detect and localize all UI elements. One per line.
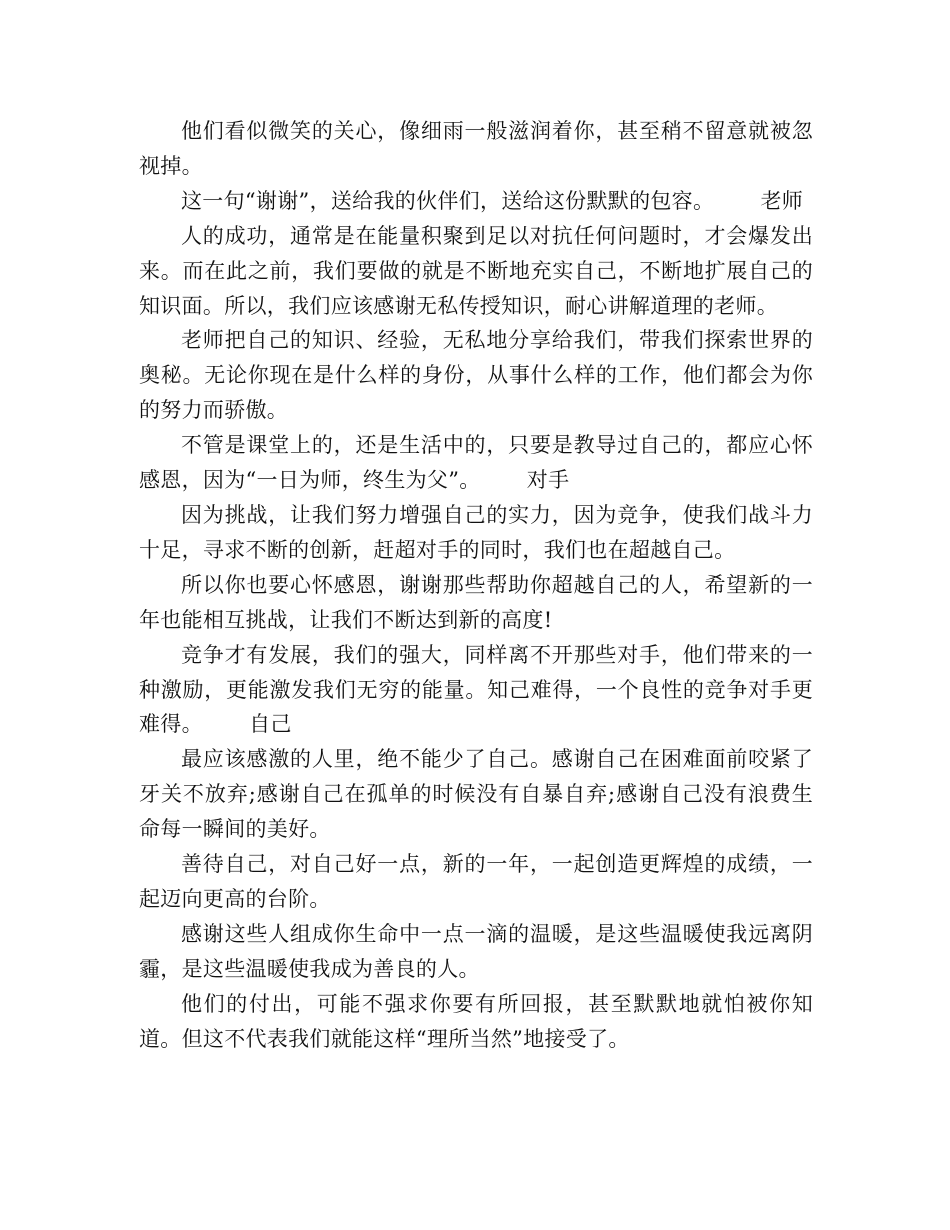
paragraph bbox=[139, 184, 813, 219]
paragraph bbox=[139, 847, 813, 917]
section-heading-self: 自己 bbox=[249, 712, 292, 737]
paragraph-text: 所以你也要心怀感恩，谢谢那些帮助你超越自己的人，希望新的一年也能相互挑战，让我们不断达到新的高度! bbox=[139, 572, 813, 632]
paragraph bbox=[139, 742, 813, 847]
paragraph-text: 善待自己，对自己好一点，新的一年，一起创造更辉煌的成绩，一起迈向更高的台阶。 bbox=[139, 852, 813, 911]
paragraph-text: 最应该感激的人里，绝不能少了自己。感谢自己在困难面前咬紧了牙关不放弃;感谢自己在孤单的时候没有自暴自弃;感谢自己没有浪费生命每一瞬间的美好。 bbox=[139, 747, 813, 842]
paragraph-text: 这一句“谢谢”，送给我的伙伴们，送给这份默默的包容。 bbox=[181, 188, 715, 213]
section-heading-rival: 对手 bbox=[526, 468, 570, 493]
paragraph-text: 他们的付出，可能不强求你要有所回报，甚至默默地就怕被你知道。但这不代表我们就能这样“理所当然”地接受了。 bbox=[139, 991, 813, 1051]
paragraph-text: 他们看似微笑的关心，像细雨一般滋润着你，甚至稍不留意就被忽视掉。 bbox=[139, 119, 813, 178]
paragraph bbox=[139, 428, 813, 498]
section-heading-teacher: 老师 bbox=[760, 188, 804, 213]
paragraph-text: 老师把自己的知识、经验，无私地分享给我们，带我们探索世界的奥秘。无论你现在是什么样的身份，从事什么样的工作，他们都会为你的努力而骄傲。 bbox=[139, 328, 813, 423]
paragraph bbox=[139, 498, 813, 568]
paragraph bbox=[139, 219, 813, 324]
document-body bbox=[139, 114, 813, 1056]
paragraph-text: 不管是课堂上的，还是生活中的，只要是教导过自己的，都应心怀感恩，因为“一日为师，终生为父”。 bbox=[139, 433, 813, 493]
paragraph bbox=[139, 114, 813, 184]
paragraph-text: 感谢这些人组成你生命中一点一滴的温暖，是这些温暖使我远离阴霾，是这些温暖使我成为善良的人。 bbox=[139, 921, 813, 981]
paragraph-text: 竞争才有发展，我们的强大，同样离不开那些对手，他们带来的一种激励，更能激发我们无穷的能量。知己难得，一个良性的竞争对手更难得。 bbox=[139, 642, 813, 737]
paragraph bbox=[139, 638, 813, 743]
paragraph bbox=[139, 323, 813, 428]
paragraph-text: 因为挑战，让我们努力增强自己的实力，因为竞争，使我们战斗力十足，寻求不断的创新，赶超对手的同时，我们也在超越自己。 bbox=[139, 502, 813, 562]
paragraph bbox=[139, 987, 813, 1057]
paragraph bbox=[139, 917, 813, 987]
paragraph bbox=[139, 568, 813, 638]
paragraph-text: 人的成功，通常是在能量积聚到足以对抗任何问题时，才会爆发出来。而在此之前，我们要做的就是不断地充实自己，不断地扩展自己的知识面。所以，我们应该感谢无私传授知识，耐心讲解道理的老师。 bbox=[139, 223, 813, 318]
